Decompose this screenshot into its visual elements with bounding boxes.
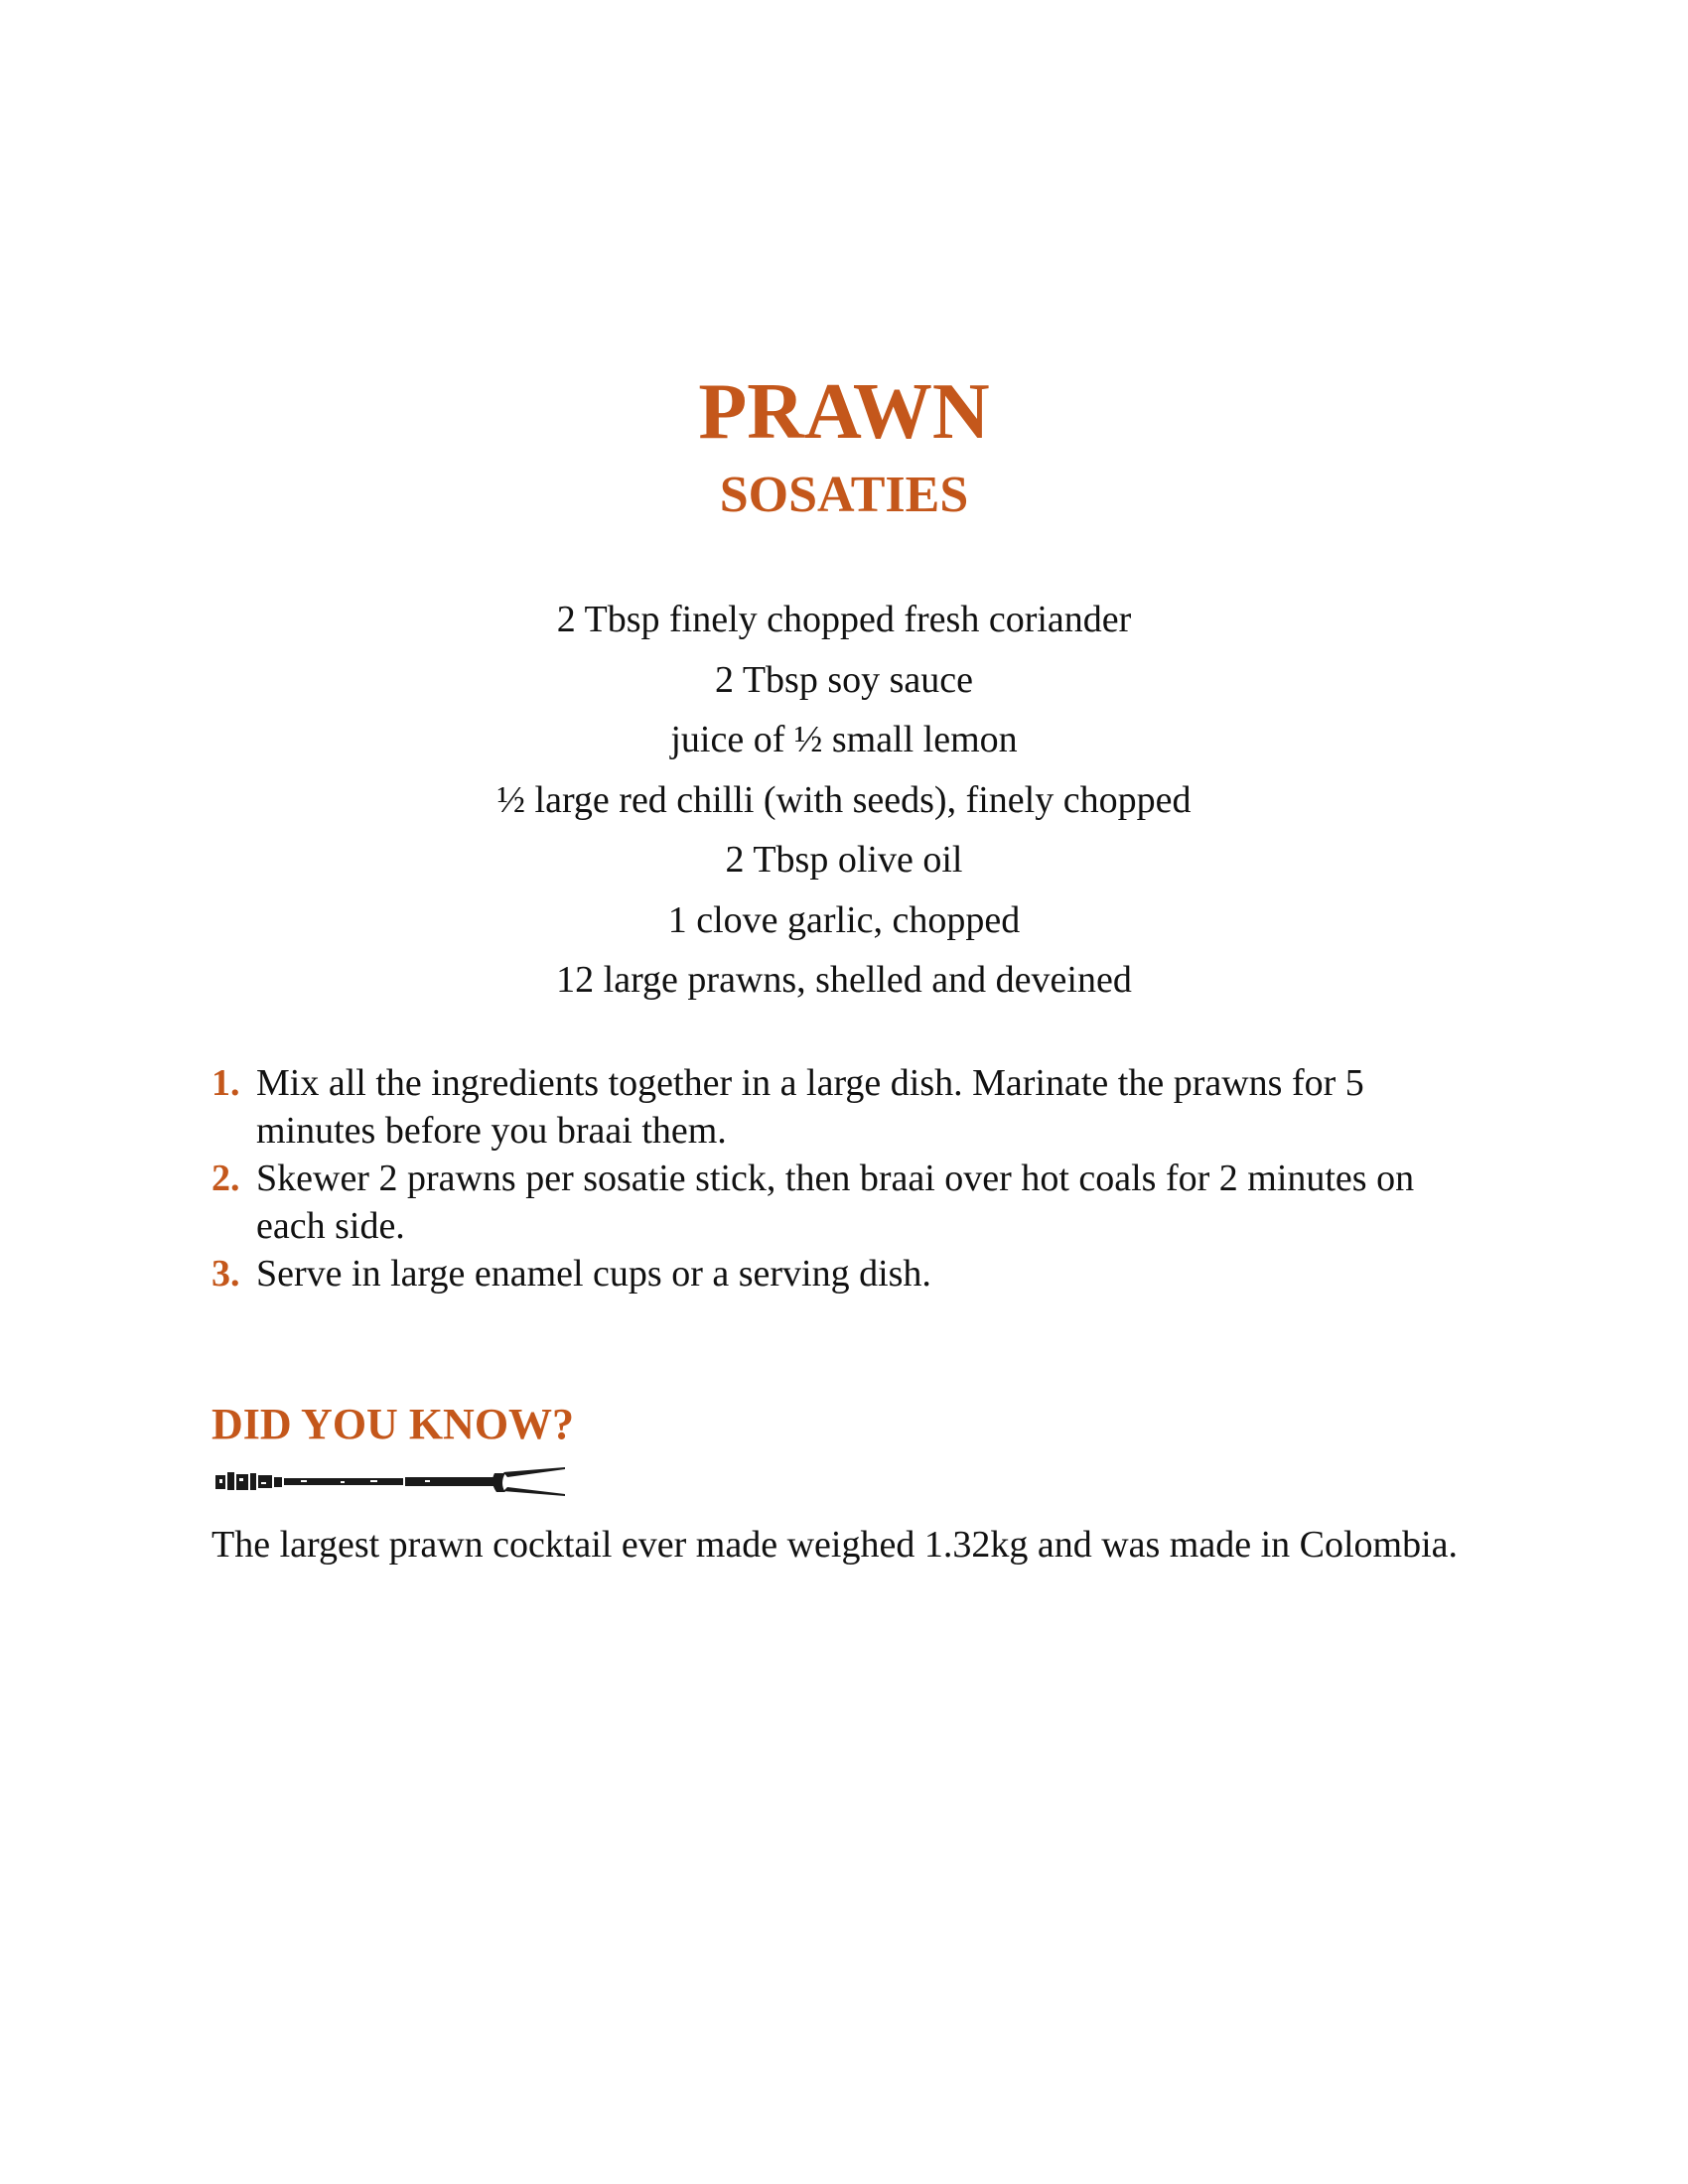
ingredient-item: ½ large red chilli (with seeds), finely chopped [496, 778, 1192, 821]
ingredient-item: 12 large prawns, shelled and deveined [556, 959, 1132, 1001]
ingredient-list [0, 590, 1688, 1011]
ingredient-item: juice of ½ small lemon [670, 719, 1018, 760]
did-you-know-fact: The largest prawn cocktail ever made weighed 1.32kg and was made in Colombia. [211, 1524, 1459, 1566]
ingredient-item: 2 Tbsp olive oil [725, 839, 963, 881]
ingredient-item: 2 Tbsp soy sauce [715, 658, 973, 701]
method-step [211, 1059, 1477, 1155]
recipe-subtitle: SOSATIES [719, 467, 969, 523]
method-step [211, 1155, 1477, 1250]
step-text: Mix all the ingredients together in a large dish. Marinate the prawns for 5 minutes before you braai them. [256, 1062, 1364, 1152]
step-number: 2. [211, 1158, 240, 1199]
step-text: Serve in large enamel cups or a serving dish. [256, 1253, 931, 1295]
step-number: 1. [211, 1062, 240, 1104]
step-number: 3. [211, 1253, 240, 1295]
recipe-title: PRAWN [698, 368, 990, 456]
ingredient-item: 1 clove garlic, chopped [667, 898, 1021, 941]
method-steps [211, 1059, 1477, 1297]
braai-fork-icon [211, 1461, 569, 1501]
did-you-know-heading: DID YOU KNOW? [211, 1400, 575, 1448]
ingredient-item: 2 Tbsp finely chopped fresh coriander [556, 599, 1132, 640]
method-step [211, 1250, 1477, 1297]
step-text: Skewer 2 prawns per sosatie stick, then braai over hot coals for 2 minutes on each side. [256, 1158, 1415, 1247]
